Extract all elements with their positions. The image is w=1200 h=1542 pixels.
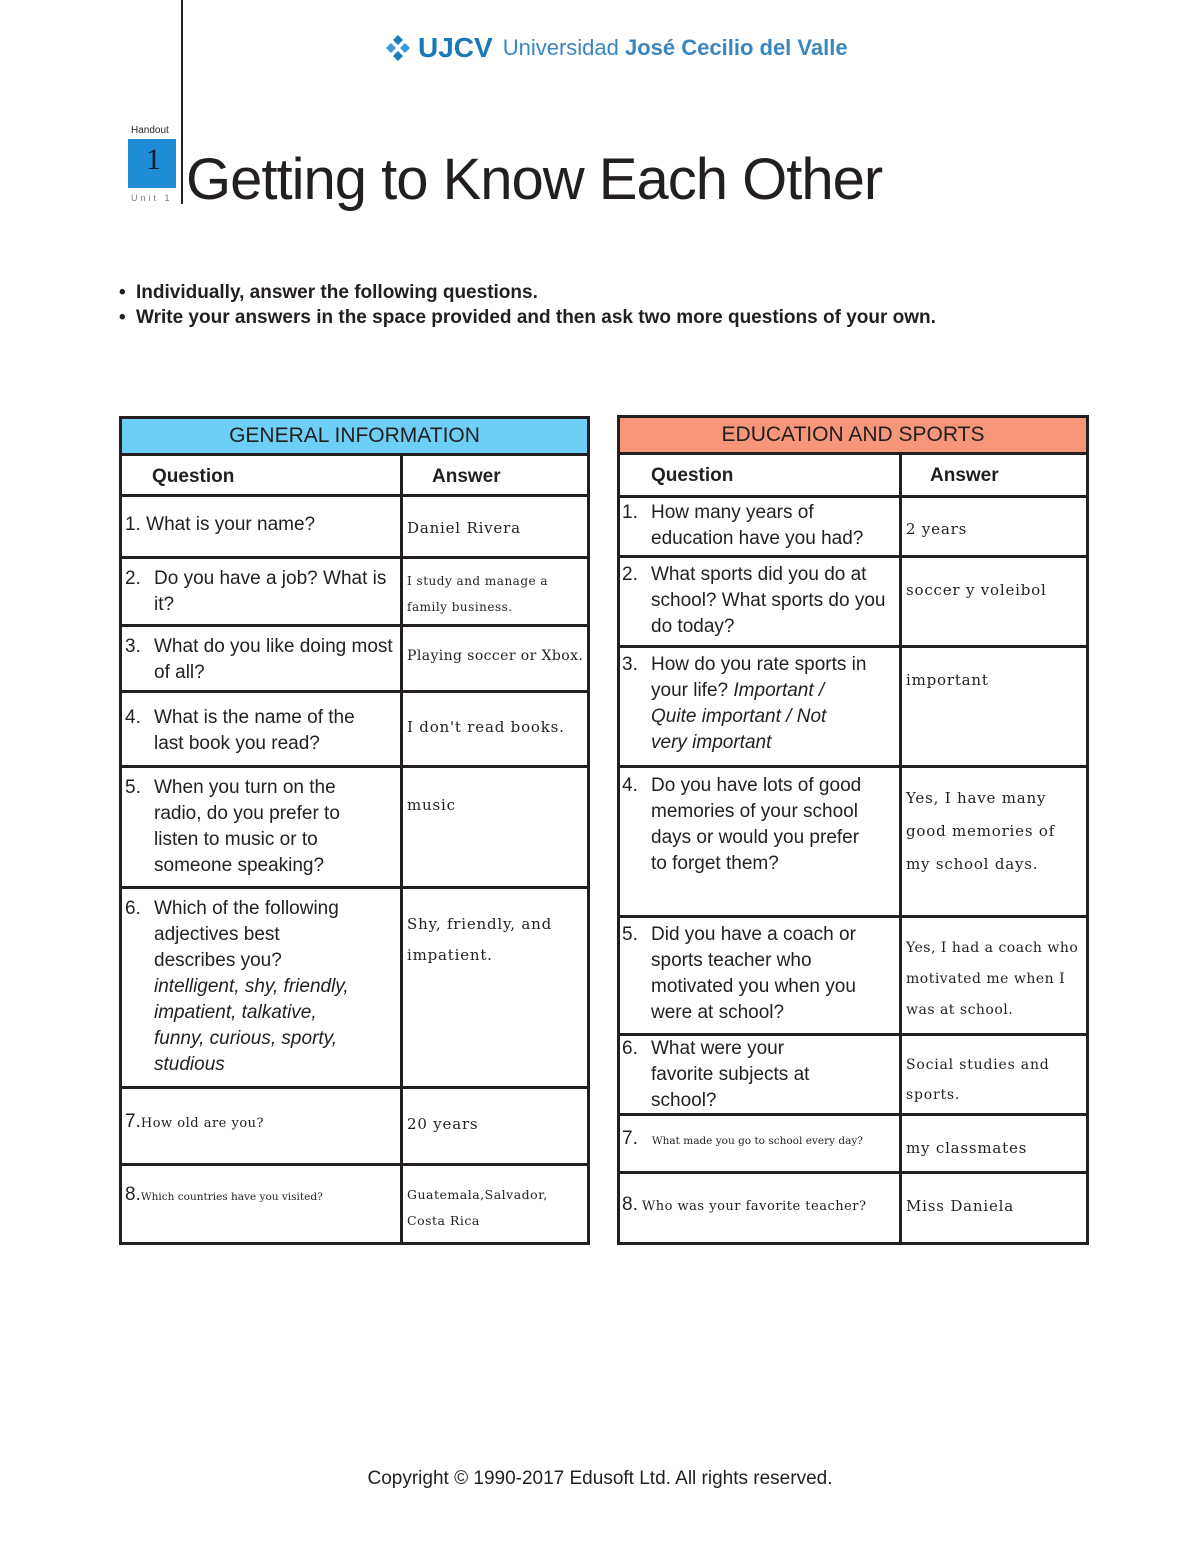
logo-university-name: Universidad José Cecilio del Valle <box>502 35 848 60</box>
table-row-answer: Daniel Rivera <box>407 519 521 537</box>
instruction-item: • Write your answers in the space provided and then ask two more questions of your own. <box>119 307 936 328</box>
question-column-header: Question <box>651 465 734 486</box>
handout-number-badge: 1 <box>128 139 176 188</box>
table-row-question: 4. Do you have lots of good memories of your school days or would you prefer to forget them? <box>622 775 862 874</box>
table-row-question: 3. How do you rate sports in your life? Important / Quite important / Not very important <box>622 654 867 753</box>
table-row-question: 2. What sports did you do at school? What sports do you do today? <box>622 564 886 637</box>
table-row-question: 5. When you turn on the radio, do you prefer to listen to music or to someone speaking? <box>125 777 340 876</box>
table-row-question: 3. What do you like doing most of all? <box>125 636 393 683</box>
table-row-question: 7. What made you go to school every day? <box>622 1128 863 1149</box>
general-information-header: GENERAL INFORMATION <box>122 419 587 456</box>
table-row-question: 5. Did you have a coach or sports teacher who motivated you when you were at school? <box>622 924 856 1023</box>
table-row-answer: music <box>407 796 456 814</box>
copyright-notice: Copyright © 1990-2017 Edusoft Ltd. All rights reserved. <box>367 1468 833 1489</box>
table-row-answer: Social studies and sports. <box>906 1057 1050 1103</box>
header-divider-line <box>181 0 183 204</box>
table-row-question: 8. Who was your favorite teacher? <box>622 1194 867 1215</box>
instruction-item: • Individually, answer the following questions. <box>119 282 538 303</box>
question-column-header: Question <box>152 466 235 487</box>
table-row-question: 6. Which of the following adjectives best describes you? intelligent, shy, friendly, impatient, talkative, funny, curious, sporty, studious <box>125 898 349 1075</box>
table-row-question: 8.Which countries have you visited? <box>125 1184 323 1205</box>
table-row-answer: Playing soccer or Xbox. <box>407 648 584 664</box>
table-row-answer: 2 years <box>906 520 968 538</box>
table-row-answer: my classmates <box>906 1139 1028 1157</box>
table-row-answer: Yes, I have many good memories of my school days. <box>906 789 1056 873</box>
table-row-answer: Miss Daniela <box>906 1197 1014 1215</box>
table-row-question: 6. What were your favorite subjects at school? <box>622 1038 810 1111</box>
ujcv-emblem-icon <box>384 33 412 63</box>
handout-label: Handout <box>131 125 169 136</box>
education-sports-header: EDUCATION AND SPORTS <box>620 418 1086 455</box>
unit-label: Unit 1 <box>131 193 173 203</box>
table-row-question: 1. How many years of education have you had? <box>622 502 864 549</box>
education-sports-table <box>617 415 1089 1245</box>
table-row-question: 7.How old are you? <box>125 1111 265 1132</box>
table-row-answer: I don't read books. <box>407 718 565 736</box>
table-row-question: 1. What is your name? <box>125 514 316 535</box>
table-row-question: 4. What is the name of the last book you read? <box>125 707 355 754</box>
table-row-answer: I study and manage a family business. <box>407 574 549 614</box>
instructions-list <box>119 280 979 330</box>
table-row-question: 2. Do you have a job? What is it? <box>125 568 387 615</box>
table-row-answer: Guatemala,Salvador, Costa Rica <box>407 1187 548 1228</box>
page-title: Getting to Know Each Other <box>186 147 883 212</box>
general-information-table <box>119 416 590 1245</box>
logo-abbreviation: UJCV <box>418 32 493 63</box>
table-row-answer: Yes, I had a coach who motivated me when I was at school. <box>906 940 1079 1018</box>
answer-column-header: Answer <box>432 466 501 487</box>
table-row-answer: soccer y voleibol <box>906 581 1047 599</box>
answer-column-header: Answer <box>930 465 999 486</box>
table-row-answer: important <box>906 671 989 689</box>
university-logo <box>384 28 848 68</box>
table-row-answer: 20 years <box>407 1115 479 1133</box>
table-row-answer: Shy, friendly, and impatient. <box>407 915 553 964</box>
